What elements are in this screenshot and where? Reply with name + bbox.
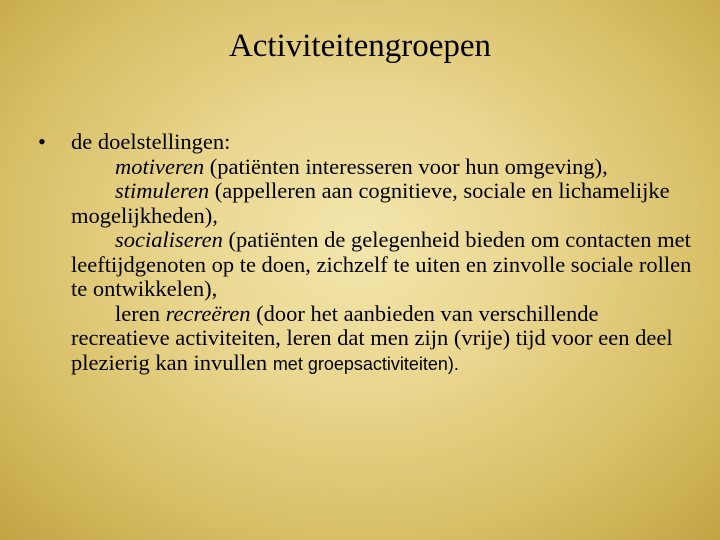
goal-term: stimuleren [115,178,210,203]
goal-description: (door het aanbieden van verschillende recreatieve activiteiten, leren dat men zijn (vrije) tijd voor een deel plezierig kan invullen [71,300,673,375]
goal-item-recreeren [38,302,698,377]
slide-body [38,130,698,376]
slide-title: Activiteitengroepen [228,28,492,64]
goal-description-small: met groepsactiviteiten). [272,353,459,374]
goal-item-socialiseren [38,228,698,302]
goal-item-motiveren [38,155,698,180]
goal-term: motiveren [115,153,205,179]
goal-term: socialiseren [115,227,223,252]
goal-prefix: leren [115,300,166,326]
goal-description: (appelleren aan cognitieve, sociale en lichamelijke mogelijkheden), [71,178,670,228]
goal-description: (patiënten de gelegenheid bieden om contacten met leeftijdgenoten op te doen, zichzelf te uiten en zinvolle sociale rollen te ontwikkelen), [71,227,692,301]
goal-term: recreëren [165,300,251,326]
goal-item-stimuleren [38,179,698,228]
bullet-heading-row [38,130,698,155]
bullet-heading: de doelstellingen: [71,129,231,154]
goal-description: (patiënten interesseren voor hun omgeving), [204,153,608,179]
bullet-icon: • [38,129,46,154]
